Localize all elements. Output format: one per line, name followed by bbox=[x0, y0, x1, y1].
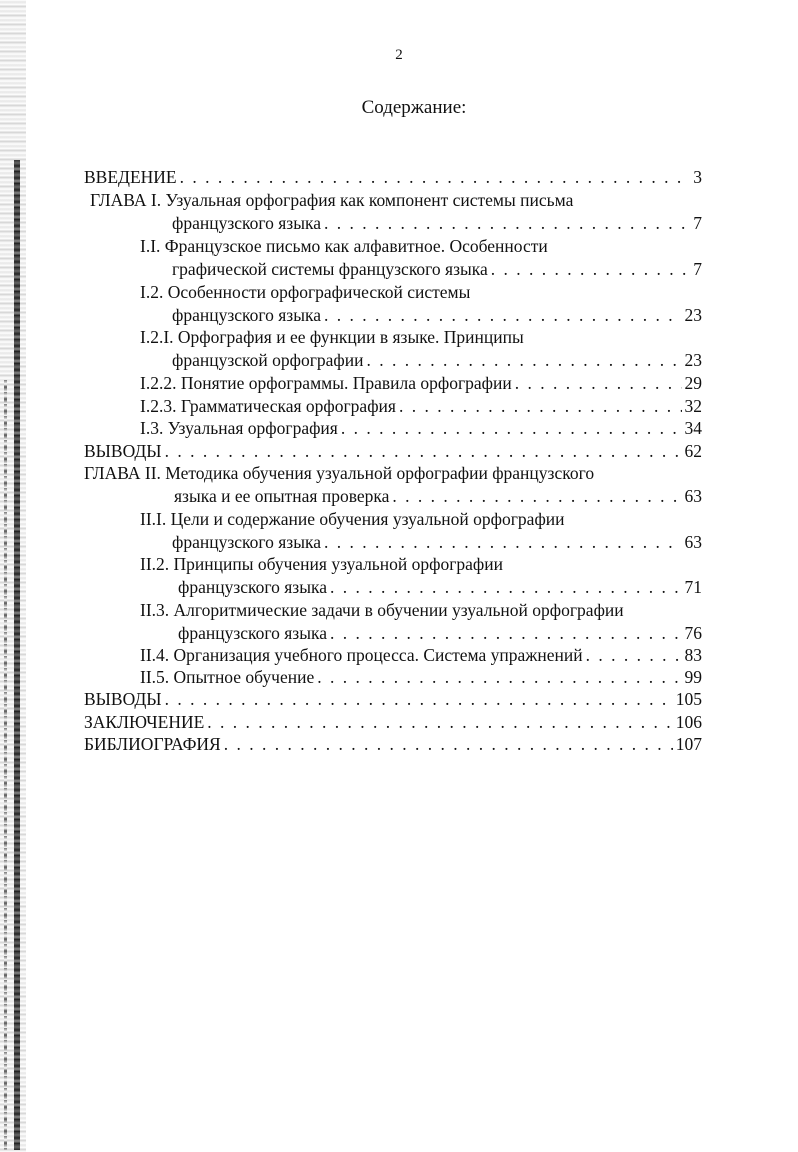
toc-entry-title-line-2: языка и ее опытная проверка bbox=[174, 485, 390, 506]
toc-page-number: 63 bbox=[684, 485, 702, 506]
toc-entry-title-line-2: французского языка bbox=[178, 622, 327, 643]
toc-entry-conclusion[interactable] bbox=[84, 711, 702, 734]
dot-leader bbox=[207, 711, 672, 734]
toc-entry-section-1-2-1[interactable] bbox=[140, 326, 702, 371]
toc-page-number: 32 bbox=[684, 396, 702, 416]
toc-entry-title: ЗАКЛЮЧЕНИЕ bbox=[84, 712, 205, 732]
toc-entry-section-1-2[interactable] bbox=[140, 281, 702, 326]
dot-leader bbox=[399, 395, 682, 418]
toc-entry-section-2-3[interactable] bbox=[140, 599, 702, 644]
toc-entry-title: I.2.2. Понятие орфограммы. Правила орфографии bbox=[140, 373, 512, 393]
page-number: 2 bbox=[395, 47, 403, 63]
toc-entry-conclusions-1[interactable] bbox=[84, 440, 702, 463]
toc-entry-title: I.3. Узуальная орфография bbox=[140, 418, 338, 438]
dot-leader bbox=[491, 258, 690, 281]
toc-entry-title: БИБЛИОГРАФИЯ bbox=[84, 734, 221, 754]
dot-leader bbox=[165, 440, 682, 463]
toc-entry-section-1-1[interactable] bbox=[140, 235, 702, 280]
dot-leader bbox=[366, 349, 681, 372]
dot-leader bbox=[515, 372, 682, 395]
dot-leader bbox=[330, 576, 682, 599]
dot-leader bbox=[324, 531, 682, 554]
dot-leader bbox=[165, 688, 673, 711]
toc-page-number: 29 bbox=[684, 373, 702, 393]
dot-leader bbox=[324, 212, 690, 235]
toc-entry-title-line-1: ГЛАВА I. Узуальная орфография как компонент системы письма bbox=[90, 190, 574, 210]
toc-page-number: 76 bbox=[684, 622, 702, 643]
toc-entry-title-line-2: графической системы французского языка bbox=[172, 258, 488, 279]
toc-page-number: 106 bbox=[675, 712, 702, 732]
dot-leader bbox=[330, 622, 682, 645]
toc-entry-title-line-2: французского языка bbox=[172, 304, 321, 325]
toc-entry-chapter-1[interactable] bbox=[90, 189, 702, 234]
toc-entry-section-2-5[interactable] bbox=[140, 666, 702, 689]
toc-page-number: 107 bbox=[675, 734, 702, 754]
toc-entry-introduction[interactable] bbox=[84, 166, 702, 189]
page-title: Содержание: bbox=[361, 97, 467, 118]
dot-leader bbox=[586, 644, 682, 667]
toc-entry-title-line-1: ГЛАВА II. Методика обучения узуальной орфографии французского bbox=[84, 463, 595, 483]
toc-entry-section-2-4[interactable] bbox=[140, 644, 702, 667]
toc-entry-title-line-1: II.2. Принципы обучения узуальной орфографии bbox=[140, 554, 503, 574]
toc-page-number: 7 bbox=[693, 258, 702, 279]
dot-leader bbox=[324, 304, 682, 327]
toc-entry-title-line-1: II.3. Алгоритмические задачи в обучении узуальной орфографии bbox=[140, 600, 624, 620]
scan-binding-shadow-secondary bbox=[4, 380, 7, 1150]
toc-entry-title: ВВЕДЕНИЕ bbox=[84, 167, 177, 187]
toc-entry-section-1-2-3[interactable] bbox=[140, 395, 702, 418]
toc-page-number: 62 bbox=[684, 441, 702, 461]
toc-entry-title-line-1: I.I. Французское письмо как алфавитное. Особенности bbox=[140, 236, 548, 256]
toc-entry-title-line-2: французского языка bbox=[172, 212, 321, 233]
dot-leader bbox=[224, 733, 673, 756]
toc-page-number: 63 bbox=[684, 531, 702, 552]
toc-entry-bibliography[interactable] bbox=[84, 733, 702, 756]
toc-entry-section-2-1[interactable] bbox=[140, 508, 702, 553]
toc-entry-title-line-2: французского языка bbox=[178, 576, 327, 597]
dot-leader bbox=[392, 485, 681, 508]
toc-page-number: 7 bbox=[693, 212, 702, 233]
dot-leader bbox=[341, 417, 682, 440]
toc-entry-title: II.4. Организация учебного процесса. Система упражнений bbox=[140, 645, 583, 665]
toc-entry-title: I.2.3. Грамматическая орфография bbox=[140, 396, 396, 416]
toc-page-number: 105 bbox=[675, 689, 702, 709]
dot-leader bbox=[317, 666, 681, 689]
toc-entry-section-1-3[interactable] bbox=[140, 417, 702, 440]
toc-entry-section-2-2[interactable] bbox=[140, 553, 702, 598]
toc-page-number: 23 bbox=[684, 349, 702, 370]
toc-entry-title: ВЫВОДЫ bbox=[84, 441, 162, 461]
toc-page-number: 34 bbox=[684, 418, 702, 438]
toc-entry-title-line-1: II.I. Цели и содержание обучения узуальной орфографии bbox=[140, 509, 565, 529]
toc-entry-title: II.5. Опытное обучение bbox=[140, 667, 315, 687]
toc-entry-title-line-1: I.2.I. Орфография и ее функции в языке. Принципы bbox=[140, 327, 524, 347]
toc-entry-title-line-1: I.2. Особенности орфографической системы bbox=[140, 282, 471, 302]
toc-entry-conclusions-2[interactable] bbox=[84, 688, 702, 711]
toc-entry-title-line-2: французской орфографии bbox=[172, 349, 364, 370]
toc-page-number: 71 bbox=[684, 576, 702, 597]
toc-entry-title: ВЫВОДЫ bbox=[84, 689, 162, 709]
toc-entry-title-line-2: французского языка bbox=[172, 531, 321, 552]
toc-entry-chapter-2[interactable] bbox=[84, 462, 702, 507]
toc-entry-section-1-2-2[interactable] bbox=[140, 372, 702, 395]
dot-leader bbox=[180, 166, 691, 189]
toc-page-number: 83 bbox=[684, 645, 702, 665]
toc-page-number: 3 bbox=[693, 167, 702, 187]
toc-page-number: 23 bbox=[684, 304, 702, 325]
scan-binding-shadow bbox=[14, 160, 20, 1150]
toc-page-number: 99 bbox=[684, 667, 702, 687]
